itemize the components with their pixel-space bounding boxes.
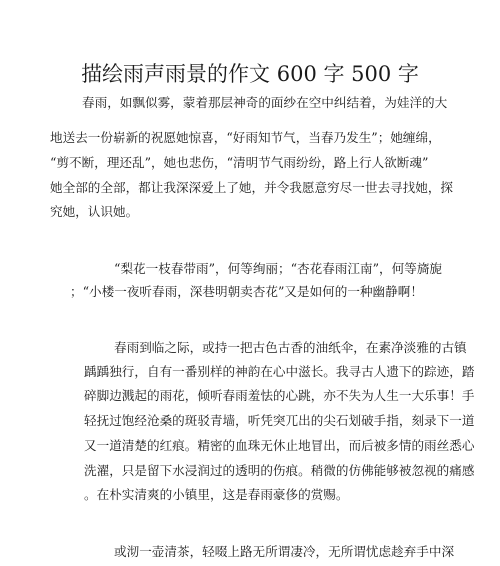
paragraph-line: 究她，认识她。 [50,204,139,219]
paragraph-line: ；“小楼一夜听春雨，深巷明朝卖杏花”又是如何的一种幽静啊！ [70,284,423,299]
paragraph-line: 踽踽独行，自有一番别样的神韵在心中滋长。我寻古人遗下的踪迹，踏 [84,364,475,379]
paragraph-line: “剪不断，理还乱”，她也悲伤，“清明节气雨纷纷，路上行人欲断魂” [50,155,429,170]
paragraph-line: 地送去一份崭新的祝愿她惊喜，“好雨知节气，当春乃发生”；她缠绵， [50,130,441,145]
paragraph-line: 。在朴实清爽的小镇里，这是春雨豪侈的赏赐。 [84,487,349,502]
paragraph-line: “梨花一枝春带雨”，何等绚丽；“杏花春雨江南”，何等旖旎 [114,261,443,276]
paragraph-line: 洗濯，只是留下水浸润过的透明的伤痕。稍微的仿佛能够被忽视的痛感 [84,463,475,478]
paragraph-line: 她全部的全部，都让我深深爱上了她，并令我愿意穷尽一世去寻找她，探 [50,180,453,195]
paragraph-line: 碎脚边溅起的雨花，倾听春雨羞怯的心跳，亦不失为人生一大乐事！手 [84,388,475,403]
paragraph-line: 轻抚过饱经沧桑的斑驳青墙，听凭突兀出的尖石划破手指，刻录下一道 [84,413,475,428]
paragraph-line: 春雨到临之际，或持一把古色古香的油纸伞，在素净淡雅的古镇 [114,340,467,355]
paragraph-line: 又一道清楚的红痕。精密的血珠无休止地冒出，而后被多情的雨丝悉心 [84,438,475,453]
paragraph-line: 春雨，如飘似雾，蒙着那层神奇的面纱在空中纠结着，为娃洋的大 [82,95,448,110]
page-title: 描绘雨声雨景的作文 600 字 500 字 [81,62,419,86]
paragraph-line: 或沏一壶清茶，轻啜上路无所谓凄冷，无所谓忧虑趁弃手中深 [114,544,455,559]
